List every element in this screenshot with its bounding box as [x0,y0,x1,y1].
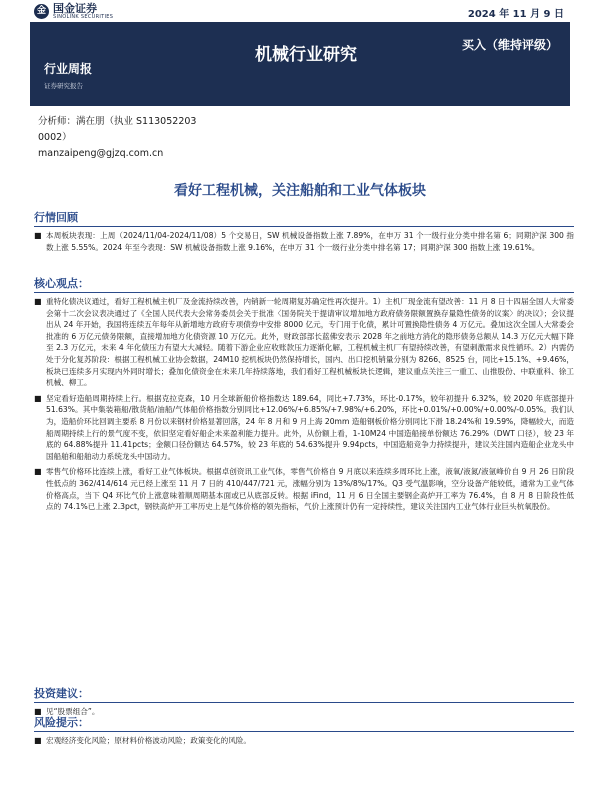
section-heading: 核心观点： [34,277,89,290]
section-divider [34,702,574,703]
bullet-icon: ■ [34,736,42,745]
item-text: 坚定看好造船周期持续上行。根据克拉克森，10 月全球新船价格指数达 189.64，同比+7.73%，环比-0.17%，较年初提升 6.32%，较 2020 年底部提升 51.63%。其中集装箱船/散货船/油船/气体船价格指数分别同比+12.06%/+6.85%/+7.98%/+6.20%，环比+0.01%/+0.00%/+0.00%/-0.05%。我们认为，造船价环比回调主要系 8 月份以来钢材价格显著回落，24 年 8 月和 9 月上海 20mm 造船钢板价格分别同比下滑 18.24%和 19.59%，降幅较大，而造船周期持续上行的景气度不变，依旧坚定看好船企未来盈利能力提升。此外，从份额上看，1-10M24 中国造船接单份额达 76.29%（DWT 口径），较 23 年底的 64.88%提升 11.41pcts；金额口径份额达 64.57%，较 23 年底的 54.63%提升 9.94pcts，中国造船竞争力持续提升，建议关注国内造船企业龙头中国船舶和船舶动力系统龙头中国动力。 [46,393,574,461]
bullet-icon: ■ [34,297,42,306]
item-text: 零售气价格环比连续上涨，看好工业气体板块。根据卓创资讯工业气体，零售气价格自 9 月底以来连续多周环比上涨，液氧/液氮/液氩峰价自 9 月 26 日阶段性低点的 362/414/614 元已经上涨至 11 月 7 日的 410/447/721 元，涨幅分别为 13%/8%/17%。Q3 受气温影响，空分设备产能较低，通常为工业气体价格高点，当下 Q4 环比气价上涨意味着顺周期基本面或已从底部反转。根据 iFind，11 月 6 日全国主要钢企高炉开工率为 76.4%，自 8 月 8 日阶段性低点的 74.1%已上涨 2.3pct，钢铁高炉开工率历史上是气体价格的领先指标，气价上涨预计仍有一定持续性，建议关注国内工业气体行业巨头杭氧股份。 [46,467,574,512]
list-item [34,393,574,463]
logo-name-cn: 国金证券 [53,1,97,15]
top-bar [0,0,600,22]
bullet-icon: ■ [34,707,42,716]
report-type-block [44,60,92,90]
logo-name-en: SINOLINK SECURITIES [53,13,114,20]
analyst-info [38,114,196,162]
analyst-name: 分析师：满在朋（执业 S113052203 [38,116,197,127]
section-divider [34,292,574,293]
industry-title: 机械行业研究 [255,45,357,65]
header-banner [30,22,570,106]
section-divider [34,731,574,732]
section-heading: 投资建议： [34,687,89,700]
company-logo [34,2,113,20]
section-heading: 风险提示： [34,716,89,729]
section-divider [34,226,574,227]
section-risk-warning [34,716,574,747]
item-text: 重特化债决议通过，看好工程机械主机厂及金流持续改善，内销新一轮周期复苏确定性再次提升。1）主机厂现金流有望改善：11 月 8 日十四届全国人大常委会第十二次会议表决通过了《全国人民代表大会常务委员会关于批准〈国务院关于提请审议增加地方政府债务限额置换存量隐性债务的议案〉的决议》；会议提出从 24 年开始，我国将连续五年每年从新增地方政府专项债券中安排 8000 亿元，专门用于化债，累计可置换隐性债务 4 万亿元。叠加这次全国人大常委会批准的 6 万亿元债务限额，直接增加地方化债资源 10 万亿元。此外，财政部部长蓝佛安表示 2028 年之前地方消化的隐形债务总额从 14.3 万亿元大幅下降至 2.3 万亿元，未来 4 年化债压力有望大大减轻。随着下游企业应收账款压力逐渐化解，工程机械主机厂有望持续改善，有望刺激需求良性循环。2）内需仍处于分化复苏阶段：根据工程机械工业协会数据，24M10 挖机板块仍然保持增长，国内、出口挖机销量分别为 8266、8525 台，同比+15.1%、+9.46%，板块已连续多月实现内外同时增长；叠加化债资金在未来几年持续落地，我们看好工程机械板块长逻辑，建议重点关注三一重工、山推股份、中联重科、徐工机械、柳工。 [46,297,574,388]
list-item [34,735,574,747]
item-text: 见“股票组合”。 [46,707,100,716]
logo-icon: 金 [34,4,49,19]
section-heading: 行情回顾 [34,211,78,224]
report-date: 2024 年 11 月 9 日 [467,9,564,20]
section-market-review [34,211,574,253]
list-item [34,230,574,253]
list-item [34,296,574,389]
report-type: 行业周报 [44,62,93,76]
section-investment-advice [34,687,574,718]
analyst-license: 0002） [38,132,72,143]
bullet-icon: ■ [34,231,42,240]
report-subtype: 证券研究报告 [44,82,83,90]
page-title: 看好工程机械，关注船舶和工业气体板块 [174,183,426,199]
list-item [34,466,574,512]
rating-badge: 买入（维持评级） [461,38,558,52]
bullet-icon: ■ [34,467,42,477]
item-text: 宏观经济变化风险；原材料价格波动风险；政策变化的风险。 [46,736,252,745]
analyst-email[interactable]: manzaipeng@gjzq.com.cn [38,148,164,159]
section-core-views [34,277,574,513]
logo-text [53,3,113,20]
item-text: 本周板块表现：上周（2024/11/04-2024/11/08）5 个交易日，SW 机械设备指数上涨 7.89%，在申万 31 个一级行业分类中排名第 6；同期沪深 300 指数上涨 5.55%。2024 年至今表现：SW 机械设备指数上涨 9.16%，在申万 31 个一级行业分类中排名第 17；同期沪深 300 指数上涨 19.61%。 [46,231,574,252]
bullet-icon: ■ [34,393,42,403]
